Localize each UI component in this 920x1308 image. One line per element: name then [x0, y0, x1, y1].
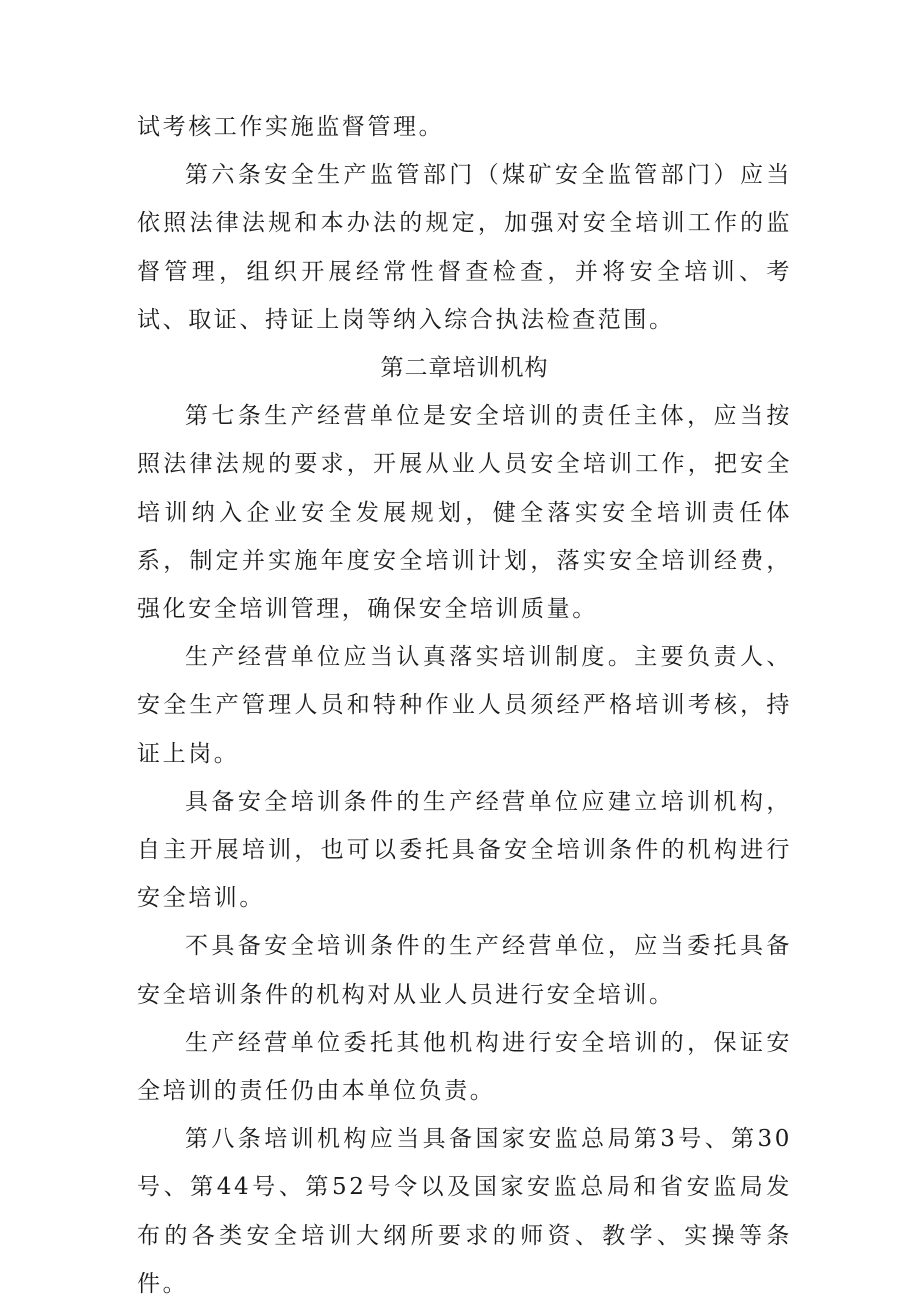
paragraph-own-training-org: 具备安全培训条件的生产经营单位应建立培训机构，自主开展培训，也可以委托具备安全培训条件的机构进行安全培训。: [137, 788, 792, 912]
chapter-heading: 第二章培训机构: [380, 355, 549, 382]
paragraph-continuation: 试考核工作实施监督管理。: [137, 114, 445, 140]
paragraph-training-system: 生产经营单位应当认真落实培训制度。主要负责人、安全生产管理人员和特种作业人员须经严格培训考核，持证上岗。: [137, 644, 792, 767]
paragraph-responsibility: 生产经营单位委托其他机构进行安全培训的，保证安全培训的责任仍由本单位负责。: [137, 1029, 792, 1105]
paragraph-article-8: 第八条培训机构应当具备国家安监总局第3号、第30号、第44号、第52号令以及国家安监总局和省安监局发布的各类安全培训大纲所要求的师资、教学、实操等条件。: [137, 1126, 792, 1297]
document-body: [137, 103, 792, 1308]
paragraph-article-7: 第七条生产经营单位是安全培训的责任主体，应当按照法律法规的要求，开展从业人员安全培训工作，把安全培训纳入企业安全发展规划，健全落实安全培训责任体系，制定并实施年度安全培训计划，落实安全培训经费，强化安全培训管理，确保安全培训质量。: [137, 403, 792, 623]
paragraph-entrust-training: 不具备安全培训条件的生产经营单位，应当委托具备安全培训条件的机构对从业人员进行安全培训。: [137, 933, 792, 1008]
paragraph-article-6: 第六条安全生产监管部门（煤矿安全监管部门）应当依照法律法规和本办法的规定，加强对安全培训工作的监督管理，组织开展经常性督查检查，并将安全培训、考试、取证、持证上岗等纳入综合执法检查范围。: [137, 162, 792, 333]
